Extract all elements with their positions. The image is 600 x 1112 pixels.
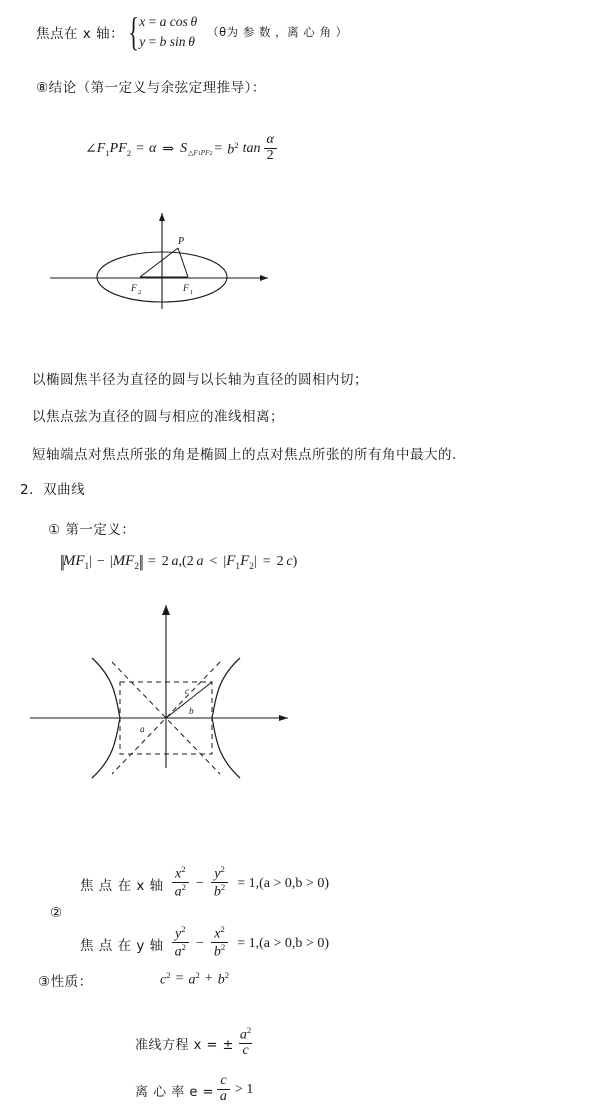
parametric-eq-y: y = b sin θ [139,34,195,49]
parametric-brace-group [124,9,198,54]
eccentricity-row [135,1075,253,1105]
note-line-1 [32,368,368,388]
directrix-label-text: 准线方程 x = ± [135,1038,234,1054]
svg-text:b: b [189,706,194,716]
angle-icon: ∠ [85,141,97,157]
F1F2-term: $F_1F_2$ [226,552,254,572]
conclusion-formula: ∠ $F_1PF_2$ = α ⇒ S △F1PF2 = $b^2$ tan $\frac{\alpha}{2}$ [85,134,280,164]
eccentricity-condition: > 1 [234,1082,254,1098]
alpha-over-2-fraction: $\frac{\alpha}{2}$ [263,133,276,163]
note-3-text: 短轴端点对焦点所张的角是椭圆上的点对焦点所张的所有角中最大的. [32,447,457,463]
tan-operator: tan [242,141,261,157]
two-a-value: 2 a [161,554,179,569]
MF1-term: $MF_1$ [62,552,90,572]
hyperbola-y-condition: = 1,(a > 0,b > 0) [237,935,329,951]
hyperbola-x-equation-row: 焦 点 在 x 轴 $\frac{x^2}{a^2}$ − $\frac{y^2}{b^2}$ = 1,(a > 0,b > 0) [80,864,329,900]
note-2-text: 以焦点弦为直径的圆与相应的准线相离； [32,409,284,425]
left-brace-icon: { [128,9,139,54]
item2-marker-text: ② [50,905,63,921]
parametric-note: （θ为 参 数 ，离 心 角 ） [207,25,348,39]
double-bar-close: || [139,552,142,571]
area-symbol: S [180,141,188,157]
bar-1: | [89,554,92,569]
note-line-2 [32,405,284,425]
section-2-text: 2．双曲线 [20,482,86,498]
b-squared: $b^2$ [227,139,239,158]
definition-1-heading [48,518,135,538]
svg-text:1: 1 [190,289,194,296]
item3-properties-heading [38,970,93,990]
definition-1-label: ① 第一定义： [48,522,136,538]
a2-over-c-fraction: $\frac{a^2}{c}$ [239,1025,252,1059]
two-a-condition: 2 a [186,554,204,569]
double-bar-open: || [60,552,63,571]
item3-label-text: ③性质： [38,974,93,990]
parametric-equations [139,14,197,50]
parametric-eq-x: x = a cos θ [139,14,198,29]
svg-text:P: P [178,236,185,247]
item8-line [36,76,266,96]
svg-text:F: F [183,284,189,294]
y2-over-b2-fraction: $\frac{y^2}{b^2}$ [211,865,228,901]
eccentricity-label-text: 离 心 率 e = [135,1084,214,1100]
alpha-value: α [149,141,157,157]
svg-text:a: a [140,724,145,734]
hyperbola-y-equation-row: 焦 点 在 y 轴 $\frac{y^2}{a^2}$ − $\frac{x^2}{b^2}$ = 1,(a > 0,b > 0) [80,924,329,960]
note-1-text: 以椭圆焦半径为直径的圆与以长轴为直径的圆相内切； [32,372,368,388]
y2-over-a2-fraction: $\frac{y^2}{a^2}$ [172,925,189,961]
angle-F1PF2: $F_1PF_2$ [96,140,132,158]
item2-marker [50,905,63,921]
ellipse-with-foci-diagram [40,205,280,315]
svg-text:F: F [131,284,137,294]
svg-text:2: 2 [138,289,142,296]
MF2-term: $MF_2$ [112,552,139,572]
bar-2: | [109,554,113,569]
definition-1-formula: || $MF_1$ | − | $MF_2$ || = 2 a ,( 2 a < | $F_1F_2$ | = 2 c ) [60,552,298,572]
directrix-equation-row [135,1027,257,1060]
focus-x-axis-label: 焦点在 x 轴： [36,26,125,42]
implies-icon: ⇒ [162,141,175,157]
focus-x-axis-parametric-line [36,9,348,54]
focus-x-axis-text: 焦 点 在 x 轴 [80,877,164,894]
svg-text:c: c [185,686,189,696]
note-line-3 [32,443,457,463]
two-c-value: 2 c [276,554,293,569]
hyperbola-x-condition: = 1,(a > 0,b > 0) [237,875,329,891]
c-over-a-fraction: $\frac{c}{a}$ [217,1074,230,1104]
focus-y-axis-text: 焦 点 在 y 轴 [80,937,164,954]
hyperbola-with-asymptotes-diagram [20,600,310,780]
property-c-squared: $c^2$ = $a^2$ + $b^2$ [160,970,230,988]
item8-label: ⑧结论（第一定义与余弦定理推导）： [36,80,266,96]
area-subscript: △F1PF2 [188,149,213,158]
section-2-heading [20,478,85,498]
x2-over-b2-fraction: $\frac{x^2}{b^2}$ [211,925,228,961]
x2-over-a2-fraction: $\frac{x^2}{a^2}$ [172,865,189,901]
